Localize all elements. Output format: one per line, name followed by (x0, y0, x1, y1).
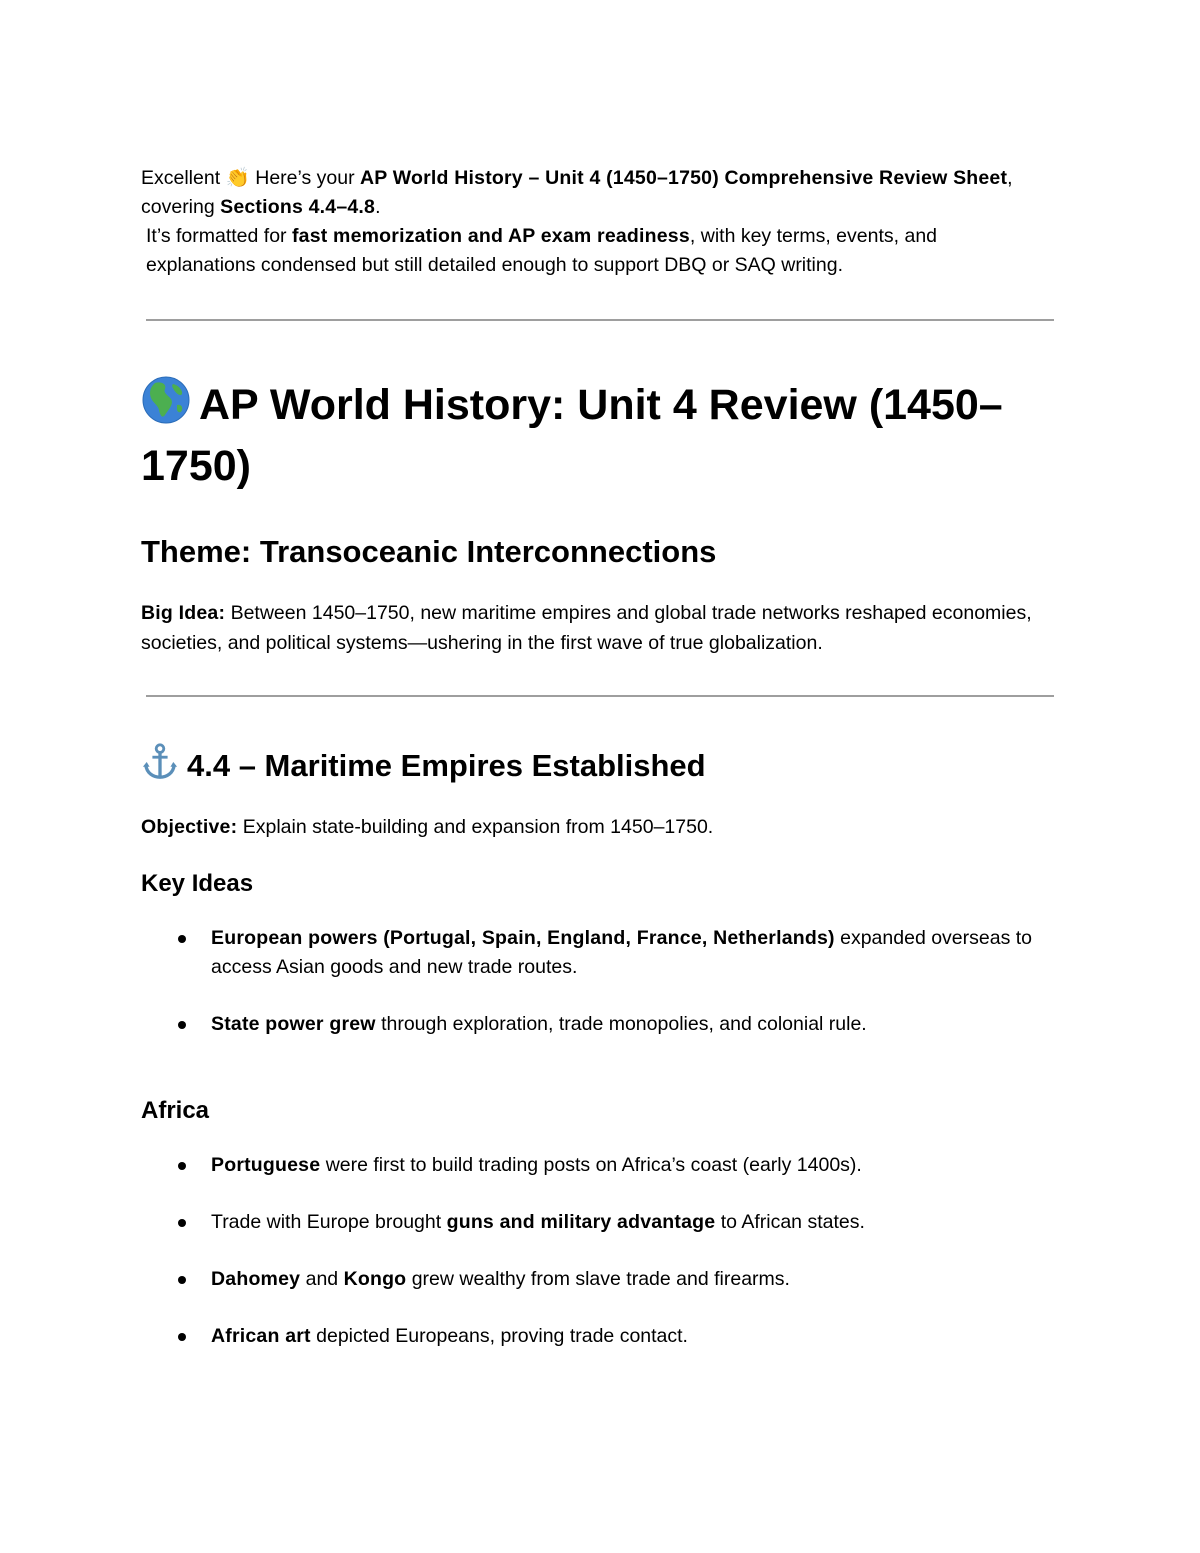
big-idea-text: Between 1450–1750, new maritime empires and global trade networks reshaped economies, societies, and political systems—ushering in the first wave of true globalization. (141, 602, 1032, 654)
bullet-icon (178, 1276, 186, 1284)
intro-bold-sections: Sections 4.4–4.8 (220, 196, 376, 218)
big-idea-label: Big Idea: (141, 602, 226, 624)
key-ideas-heading: Key Ideas (141, 870, 254, 897)
intro-bold-phrase: fast memorization and AP exam readiness (291, 225, 690, 247)
list-item-text: and (300, 1268, 344, 1290)
bullet-icon (178, 1162, 186, 1170)
list-item (141, 1010, 1051, 1039)
section-4-4-heading-text: 4.4 – Maritime Empires Established (187, 748, 706, 783)
objective-label: Objective: (141, 816, 238, 838)
bullet-icon (178, 935, 186, 943)
intro-text-run: Excellent (141, 167, 226, 189)
page-title (141, 375, 1051, 497)
section-4-4-heading (141, 742, 706, 788)
africa-heading: Africa (141, 1097, 210, 1124)
objective-paragraph (141, 812, 713, 842)
big-idea-paragraph (141, 598, 1051, 658)
horizontal-rule (146, 695, 1054, 697)
globe-icon (141, 375, 191, 425)
key-ideas-list (141, 924, 1051, 1067)
bullet-icon (178, 1219, 186, 1227)
page-title-text: AP World History: Unit 4 Review (1450–1750) (141, 381, 1003, 490)
list-item (141, 1265, 1051, 1294)
anchor-icon (141, 742, 179, 780)
list-item (141, 924, 1051, 982)
horizontal-rule (146, 319, 1054, 321)
list-item-text: expanded overseas to access Asian goods and new trade routes. (211, 927, 1033, 978)
intro-text-run: , with key terms, events, and explanations condensed but still detailed enough to support DBQ or SAQ writing. (146, 225, 938, 276)
list-item-text: Trade with Europe brought (211, 1211, 447, 1233)
list-item (141, 1151, 1051, 1180)
list-item-text: through exploration, trade monopolies, and colonial rule. (375, 1013, 867, 1035)
list-item-bold: African art (211, 1325, 311, 1347)
list-item (141, 1322, 1051, 1351)
list-item-bold: European powers (Portugal, Spain, England, France, Netherlands) (211, 927, 835, 949)
list-item-bold: Dahomey (211, 1268, 301, 1290)
list-item-text: depicted Europeans, proving trade contact. (310, 1325, 688, 1347)
list-item-bold: Portuguese (211, 1154, 321, 1176)
theme-heading: Theme: Transoceanic Interconnections (141, 534, 717, 569)
intro-text-run: . (375, 196, 381, 218)
intro-paragraph-2 (141, 222, 1051, 280)
list-item-bold: State power grew (211, 1013, 376, 1035)
bullet-icon (178, 1333, 186, 1341)
list-item-text: grew wealthy from slave trade and firearms. (406, 1268, 790, 1290)
list-item (141, 1208, 1051, 1237)
intro-paragraph-1 (141, 163, 1051, 222)
list-item-text: were first to build trading posts on Africa’s coast (early 1400s). (320, 1154, 862, 1176)
intro-bold-title: AP World History – Unit 4 (1450–1750) Comprehensive Review Sheet (360, 167, 1008, 189)
list-item-text: to African states. (715, 1211, 865, 1233)
objective-text: Explain state-building and expansion from 1450–1750. (237, 816, 714, 838)
africa-list (141, 1151, 1051, 1379)
intro-text-run: , covering (141, 167, 1013, 218)
bullet-icon (178, 1021, 186, 1029)
intro-text-run: It’s formatted for (146, 225, 292, 247)
clapping-hands-icon: 👏 (225, 166, 250, 189)
list-item-bold: guns and military advantage (446, 1211, 716, 1233)
intro-text-run: Here’s your (249, 167, 361, 189)
list-item-bold: Kongo (343, 1268, 407, 1290)
intro-text (141, 163, 1051, 280)
